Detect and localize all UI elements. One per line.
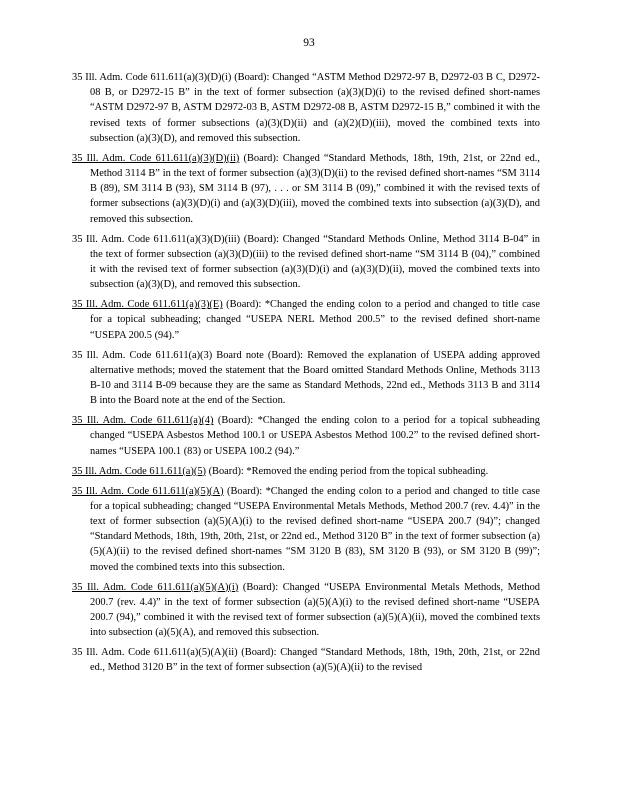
note-text: (Board): *Changed the ending colon to a period and changed to title case for a topical subheading; changed “USEPA Environmental Metals Methods, Method 200.7 (rev. 4.4)” in the text of former subsection (a)(5)(A)(i) to the revised defined short-name “USEPA 200.7 (94)”; changed “Standard Methods, 18th, 19th, 20th, 21st, or 22nd ed., Method 3120 B” in the text of former subsection (a)(5)(A)(ii) to the revised defined short-names “SM 3120 B (83), SM 3120 B (93), or SM 3120 B (99)”; moved the combined texts into this subsection.: [90, 485, 541, 573]
note-entry: [72, 297, 540, 343]
notes-list: [72, 70, 540, 680]
citation: 35 Ill. Adm. Code 611.611(a)(5)(A)(ii): [72, 647, 238, 659]
note-text: (Board): Changed “USEPA Environmental Metals Methods, Method 200.7 (rev. 4.4)” in the text of former subsection (a)(5)(A)(i) to the revised defined short-name “USEPA 200.7 (94),” combined it with the revised text of former subsection (a)(5)(A)(ii), moved the combined texts into subsection (a)(5)(A), and removed this subsection.: [90, 581, 540, 639]
citation: 35 Ill. Adm. Code 611.611(a)(3)(D)(ii): [72, 152, 240, 164]
citation: 35 Ill. Adm. Code 611.611(a)(5)(A): [72, 485, 224, 497]
note-entry: [72, 232, 540, 293]
note-entry: [72, 348, 540, 409]
citation: 35 Ill. Adm. Code 611.611(a)(3)(D)(iii): [72, 233, 241, 245]
note-text: Board note (Board): Removed the explanation of USEPA adding approved alternative methods; moved the statement that the Board omitted Standard Methods Online, Methods 3113 B-10 and 3114 B-09 because they are the same as Standard Methods, 22nd ed., Methods 3113 B and 3114 B into the Board note at the end of the Section.: [90, 349, 541, 407]
note-text: (Board): Changed “Standard Methods, 18th, 19th, 20th, 21st, or 22nd ed., Method 3120 B” in the text of former subsection (a)(5)(A)(ii) to the revised: [90, 647, 540, 674]
note-entry: [72, 413, 540, 459]
note-entry: [72, 484, 540, 575]
citation: 35 Ill. Adm. Code 611.611(a)(3): [72, 349, 213, 361]
note-text: (Board): Changed “ASTM Method D2972-97 B, D2972-03 B C, D2972-08 B, or D2972-15 B” in the text of former subsection (a)(3)(D)(i) to the revised defined short-names “ASTM D2972-97 B, ASTM D2972-03 B, ASTM D2972-08 B, ASTM D2972-15 B,” combined it with the revised texts of former subsections (a)(3)(D)(ii) and (a)(2)(D)(iii), moved the combined texts into subsection (a)(3)(D), and removed this subsection.: [90, 72, 540, 144]
citation: 35 Ill. Adm. Code 611.611(a)(5): [72, 465, 206, 477]
note-entry: [72, 151, 540, 227]
note-entry: [72, 645, 540, 675]
citation: 35 Ill. Adm. Code 611.611(a)(4): [72, 415, 214, 427]
note-text: (Board): Changed “Standard Methods, 18th, 19th, 21st, or 22nd ed., Method 3114 B” in the text of former subsection (a)(3)(D)(ii) to the revised defined short-names “SM 3114 B (89), SM 3114 B (93), SM 3114 B (97), . . . or SM 3114 B (09),” combined it with the revised texts of former subsections (a)(3)(D)(i) and (a)(3)(D)(iii), moved the combined texts into subsection (a)(3)(D), and removed this subsection.: [90, 152, 541, 225]
note-entry: [72, 464, 540, 479]
note-entry: [72, 70, 540, 146]
citation: 35 Ill. Adm. Code 611.611(a)(5)(A)(i): [72, 581, 239, 593]
citation: 35 Ill. Adm. Code 611.611(a)(3)(E): [72, 299, 223, 311]
note-entry: [72, 580, 540, 641]
citation: 35 Ill. Adm. Code 611.611(a)(3)(D)(i): [72, 72, 232, 83]
note-text: (Board): *Removed the ending period from the topical subheading.: [206, 465, 489, 477]
page-number: 93: [303, 37, 315, 49]
note-text: (Board): *Changed the ending colon to a period for a topical subheading changed “USEPA Asbestos Method 100.1 or USEPA Asbestos Method 100.2” to the revised defined short-names “USEPA 100.1 (83) or USEPA 100.2 (94).”: [90, 415, 540, 457]
note-text: (Board): *Changed the ending colon to a period and changed to title case for a topical subheading; changed “USEPA NERL Method 200.5” to the revised defined short-name “USEPA 200.5 (94).”: [90, 299, 541, 341]
note-text: (Board): Changed “Standard Methods Online, Method 3114 B-04” in the text of former subsection (a)(3)(D)(iii) to the revised defined short-name “SM 3114 B (04),” combined it with the revised text of former subsection (a)(3)(D)(i) and (a)(3)(D)(ii), moved the combined texts into subsection (a)(3)(D), and removed this subsection.: [90, 233, 540, 291]
